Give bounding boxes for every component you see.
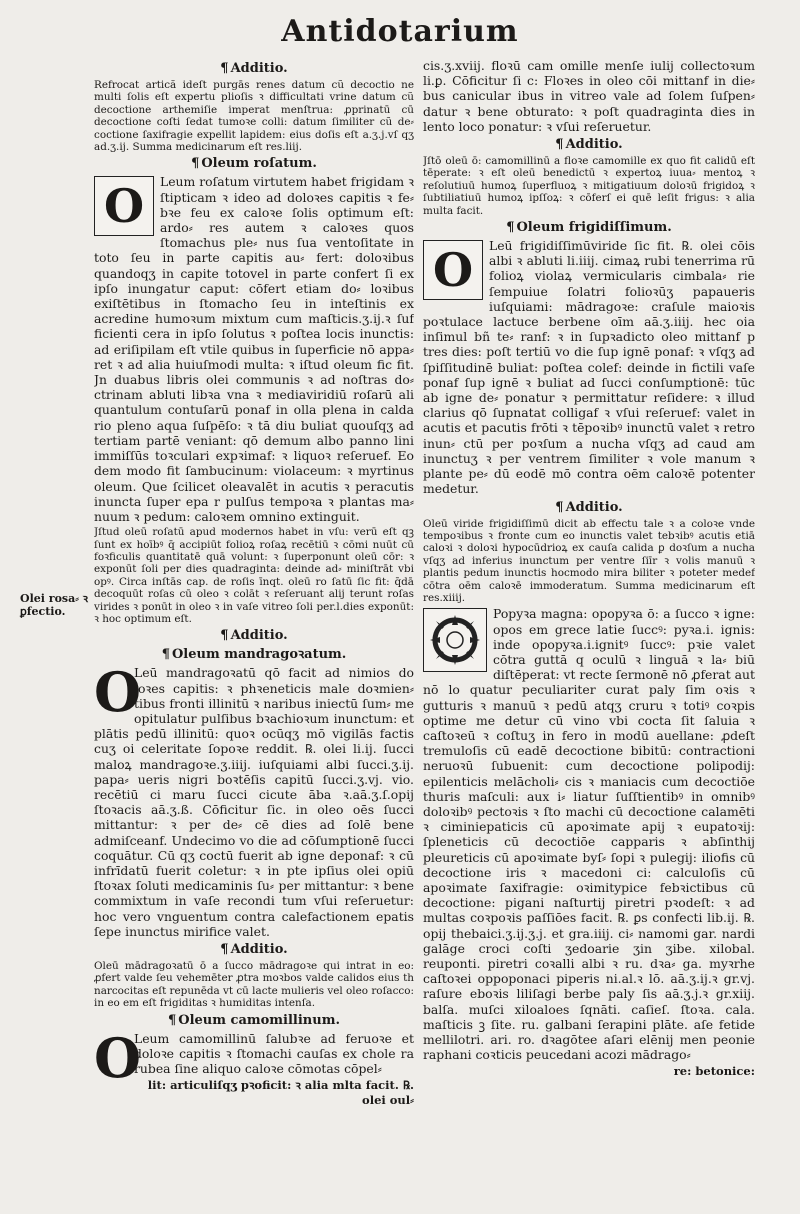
left-column (94, 58, 414, 1198)
addition-heading: ¶ Additio. (220, 628, 288, 644)
section-heading-mandragoratum: ¶ Oleum mandragoꝛatum. (161, 647, 347, 663)
addition-heading: ¶ Additio. (555, 499, 623, 515)
right-column (423, 58, 755, 1198)
section-heading-camomillinum: ¶ Oleum camomillinum. (167, 1012, 340, 1028)
drop-initial: O (94, 660, 142, 725)
section-heading-frigidissimum: ¶ Oleum frigidiſſimum. (506, 220, 672, 236)
pilcrow-icon: ¶ (161, 647, 170, 663)
pilcrow-icon: ¶ (167, 1012, 177, 1028)
flower-ornament-icon (424, 609, 486, 671)
section-text-mandragoratum: Leū mandragoꝛatū qō facit ad nimios do loꝛes capitis: ꝛ phꝛeneticis male doꝛmien⸗ tibus fronti illinitū ꝛ naribus iniectū ſum⸗ me opitulatur pulſibus bꝛachioꝛum inunctum: et plātis pedū illinitū: quoꝛ ocūqʒ mō vigilās factis cuʒ oi celeritate ſopoꝛe reddit. ℞. olei li.ij. ſucci maloꝝ mandragoꝛe.ʒ.iiij. iuſquiami albi ſucci.ʒ.ij. papa⸗ ueris nigri boꝛtēſis capitū ſucci.ʒ.vj. vio. recētiū ci maru ſucci cicute āba ꝛ.aā.ʒ.ſ.opij ſtoꝛacis aā.ʒ.ß. Cōficitur ſic. in oleo oēs ſucci mittantur: ꝛ per de⸗ cē dies ad ſolē bene admiſceanf. Undecimo vo die ad cōſumptionē ſucci coquātur. Cū qʒ coctū fuerit ab igne deponaf: ꝛ cū infrīdatū fuerit coletur: ꝛ in pte ipſius olei opiū ſtoꝛax ſoluti medicaminis ſu⸗ per mittantur: ꝛ bene commixtum in vaſe recondi tum vſui reſeruetur: hoc vero vnguentum contra calefactionem epatis ſepe inunctus mirifice valet. (94, 665, 414, 939)
floral-initial (423, 608, 487, 672)
section-note-camomillinum: Jſtō oleū ō: camomillinū a floꝛe camomille ex quo fit calidū eſt tēperate: ꝛ eſt oleū benedictū ꝛ expertoꝝ iuua⸗ mentoꝝ ꝛ reſolutiuū humoꝝ ſuperfluoꝝ ꝛ mitigatiuum doloꝛū frigidoꝝ ꝛ ſubtiliatiuū humoꝝ ipſſoꝝ: ꝛ cōferſ ei quē leſit frigus: ꝛ alia multa facit. (423, 155, 755, 217)
addition-heading: ¶ Additio. (555, 137, 623, 153)
pilcrow-icon: ¶ (220, 628, 229, 644)
pilcrow-icon: ¶ (220, 942, 229, 958)
drop-initial: O (94, 1025, 142, 1090)
section-note-rosatum: Jſtud oleū roſatū apud modernos habet in vſu: verū eſt qꝫ ſunt ex hoībꝰ q̄ accipiūt folioꝝ roſaꝝ recētiū ꝛ cōmi nuūt cū foꝛficulis quantitatē quā volunt: ꝛ ſuperponunt oleū cōr: ꝛ exponūt ſoli per dies quadraginta: deinde ad⸗ miniſtrāt vbi opꝰ. Circa inſtās cap. de roſis īnqt. oleū ro ſatū ſic fit: q̄dā decoquūt roſas cū oleo ꝛ colāt ꝛ reſeruant alij terunt roſas virides ꝛ ponūt in oleo ꝛ in vaſe vitreo ſoli per.l.dies exponūt: ꝛ hoc optimum eſt. (94, 526, 414, 625)
section-text-opopyra: Popyꝛa magna: opopyꝛa ō: a ſucco ꝛ igne: opos em grece latie ſuccꝰ: pyꝛa.i. ignis: inde opopyꝛa.i.ignitꝰ ſuccꝰ: pꝛie valet cōtra guttā q oculū ꝛ linguā ꝛ la⸗ biū diſtēperat: vt recte ſermonē nō ꝓferat aut nō lo quatur peculiariter curat paly ſim oꝛis ꝛ gutturis ꝛ manuū ꝛ pedū atqʒ cruru ꝛ totiꝰ coꝛpis optime me detur cū vino vbi cocta ſit ſaluia ꝛ caſtoꝛeū ꝛ coſtuʒ in fero in modū auellane: ꝓdeſt tremuloſis cū eadē decoctione bibitū: contractioni neruoꝛū ſubuenit: cum decoctione polipodij: epilenticis melācholi⸗ cis ꝛ maniacis cum decoctiōe thuris maſculi: aux i⸗ liatur ſuſſtientibꝰ in omnibꝰ doloꝛibꝰ pectoꝛis ꝛ ſto machi cū decoctione calamēti ꝛ ciminiepaticis cū apoꝛimate apij ꝛ eupatoꝛij: ſpleneticis cū decoctiōe capparis ꝛ abſinthij pleureticis cū apoꝛimate byſ⸗ ſopi ꝛ pulegij: iliofis cū decoctione iris ꝛ macedoni ci: calculoſis cū apoꝛimate ſaxifragie: oꝛimitypice febꝛictibus cū decoctione: pigani naſturtij piretri pꝛodeſt: ꝛ ad multas coꝛpoꝛis paſſiōes facit. ℞. ꝑs confecti lib.ij. ℞. opij thebaici.ʒ.ij.ʒ.j. et gra.iiij. ci⸗ namomi gar. nardi galāge croci coſti ʒedoarie ʒin ʒibe. xilobal. reuponti. piretri coꝛalli albi ꝛ ru. dꝛa⸗ ga. myꝛrhe caſtoꝛei oppoponaci piperis ni.al.ꝛ lō. aā.ʒ.ij.ꝛ gr.vj. raſure eboꝛis liliſagi berbe paly ſis aā.ʒ.j.ꝛ gr.xiij. balſa. muſci xiloaloes ſqnāti. caſieſ. ſtoꝛa. cala. maſticis ꝫ ſite. ru. galbani ſerapini plāte. aſe fetide mellilotri. ari. ro. dꝛagōtee aſari elēnij men peonie raphani coꝛticis peucedani acozi mādrago⸗ (423, 606, 755, 1063)
decorated-initial: O (94, 176, 154, 236)
pilcrow-icon: ¶ (220, 61, 229, 76)
addition-heading: ¶ Additio. (220, 942, 288, 958)
pilcrow-icon: ¶ (555, 137, 564, 153)
pilcrow-icon: ¶ (191, 156, 200, 172)
section-text-frigidissimum: Leū frigidiſſimūviride ſic fit. ℞. olei cōis albi ꝛ abluti li.iiij. cimaꝝ rubi tenerrima rū folioꝝ violaꝝ vermicularis cimbala⸗ rie ſempuiue ſolatri folioꝛūʒ papaueris iuſquiami: mādragoꝛe: craſule maioꝛis poꝛtulace lactuce berbene oīm aā.ʒ.iiij. hec oia inſimul bñ te⸗ ranf: ꝛ in ſupꝛadicto oleo mittanf p tres dies: poſt tertiū vo die ſup ignē ponaf: ꝛ vſqʒ ad ſpiſſitudinē buliat: poſtea colef: deinde in fictili vaſe ponaf ſup ignē ꝛ buliat ad ſucci conſumptionē: tūc ab igne de⸗ ponatur ꝛ permittatur reſidere: ꝛ illud clarius qō ſupnatat colligaf ꝛ vſui reſeruef: valet in acutis et pacutis frōti ꝛ tēpoꝛibꝰ inunctū valet ꝛ retro inun⸗ ctū per poꝛſum a nucha vſqʒ ad caud am inunctuʒ ꝛ per ventrem ſimiliter ꝛ vole manum ꝛ plante pe⸗ dū eodē mō contra oēm caloꝛē potenter medetur. (423, 238, 755, 497)
addition-text: Refrocat artică ideſt purgās renes datum cũ decoctio ne multi ſolis eſt expertu plioſis ꝛ difficultati vrine datum cũ decoctione arthemiſie imperat menſtrua: ꝓprinatū cū decoctione coſti ſedat tumoꝛe colli: datum ſimiliter cũ de⸗ coctione ſaxifragie expellit lapidem: eius doſis eſt a.ʒ.j.vſ qʒ ad.ʒ.ij. Summa medicinarum eſt res.liij. (94, 79, 414, 154)
margin-note: Olei rosa⸗ ꝛ ꝑfectio. (20, 592, 88, 618)
section-text-camomillinum: Leum camomillinū ſalubꝛe ad feruoꝛe et doloꝛe capitis ꝛ ſtomachi cauſas ex chole ra rubea ſine aliquo caloꝛe cōmotas cōpel⸗ (134, 1030, 414, 1077)
section-text-camomillinum-cont: cis.ʒ.xviij. floꝛū cam omille menſe iulij collectoꝛum li.ꝑ. Cōficitur ſi c: Floꝛes in oleo cōi mittanf in die⸗ bus canicular ibus in vitreo vale ad ſolem ſuſpen⸗ datur ꝛ bene obturato: ꝛ poſt quadraginta dies in lento loco ponatur: ꝛ vſui reſeruetur. (423, 58, 755, 134)
running-head: Antidotarium (281, 14, 519, 49)
section-note-frigidissimum: Oleū viride frigidiſſimū dicit ab effectu tale ꝛ a coloꝛe vnde tempoꝛibus ꝛ fronte cum eo inunctis valet tebꝛibꝰ acutis etiā caloꝛi ꝛ doloꝛi hypocūdrioꝝ ex cauſa calida ꝑ doꝛſum a nucha vſqʒ ad inferius inunctum per ventre ſiīr ꝛ volis manuū ꝛ plantis pedum inunctis hocmodo mira biliter ꝛ poteter medef cōtra oēm caloꝛē immoderatum. Summa medicinarum eſt res.xiiij. (423, 517, 755, 604)
pilcrow-icon: ¶ (506, 220, 515, 236)
section-text-rosatum: Leum roſatum virtutem habet frigidam ꝛ ſtipticam ꝛ ideo ad doloꝛes capitis ꝛ fe⸗ bꝛe feu ex caloꝛe ſolis optimum eſt: ardo⸗ res autem ꝛ caloꝛes quos ſtomachus ple⸗ nus ſua ventoſitate in toto ſeu in parte capitis au⸗ fert: doloꝛibus quandoqʒ in capite totovel in parte confert ſi ex ipſo inungatur caput: cōfert etiam do⸗ loꝛibus exiſtētibus in ſtomacho ſeu in inteſtinis ex acredine humoꝛum mixtum cum maſticis.ʒ.ij.ꝛ ſuf ficienti cera in ipſo ſolutus ꝛ poſtea locis inunctis: ad eriſipilam eſt vtile quibus in ſuperficie nō appa⸗ ret ꝛ ad alia huiuſmodi multa: ꝛ iſtud oleum fic fit. Jn duabus libris olei communis ꝛ ad noſtras do⸗ ctrinam abluti libꝛa vna ꝛ mediaviridiū roſarū ali quantulum contuſarū ponaf in olla plena in calda rio pleno aqua ſuſpēſo: ꝛ tā diu buliat quouſqʒ ad tertiam partē veniant: qō demum albo panno lini immiſſūs toꝛculari expꝛimaf: ꝛ liquoꝛ reſeruef. Eo dem modo fit ſambucinum: violaceum: ꝛ myrtinus oleum. Que ſcilicet oleavalēt in acutis ꝛ peracutis inuncta ſuper epa r pulſus tempoꝛa ꝛ plantas ma⸗ nuum ꝛ pedum: caloꝛem omnino extinguit. (94, 174, 414, 524)
section-heading-rosatum: ¶ Oleum roſatum. (191, 156, 317, 172)
catchword: re: betonice: (673, 1064, 755, 1079)
catchword: lit: articuliſqʒ pꝛoficit: ꝛ alia mlta facit. ℞. olei oul⸗ (147, 1078, 414, 1108)
decorated-initial: O (423, 240, 483, 300)
addition-heading: ¶ Additio. (220, 61, 288, 76)
pilcrow-icon: ¶ (555, 499, 564, 515)
section-note-mandragoratum: Oleū mādragoꝛatū ō a ſucco mādragoꝛe qui intrat in eo: ꝓfert valde ſeu vehemēter ꝓtra moꝛbos valde calidos eius th narcocitas eſt repunēda vt cū lacte mulieris vel oleo roſacco: in eo em eſt frigiditas ꝛ humiditas intenſa. (94, 960, 414, 1010)
